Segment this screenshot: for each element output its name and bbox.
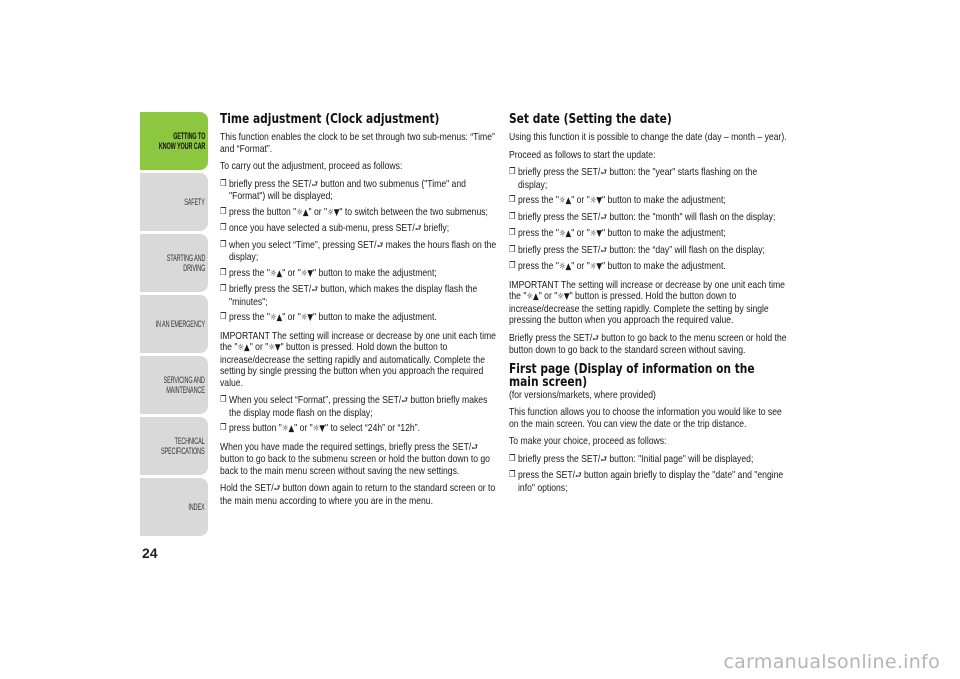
return-arrow-icon: ⮐ (401, 396, 408, 406)
up-arrow-icon: ☼▲ (269, 313, 283, 323)
paragraph: To make your choice, proceed as follows: (509, 435, 667, 447)
paragraph: When you have made the required settings, briefly press the SET/⮐ button to go back to the submenu screen or hold the button down to go back to the main menu screen without saving the new settings. (220, 440, 490, 477)
column-time-adjustment (220, 113, 498, 513)
list-item: ❐ briefly press the SET/⮐ button, which makes the display flash the "minutes"; (220, 284, 499, 308)
return-arrow-icon: ⮐ (600, 212, 607, 223)
return-arrow-icon: ⮐ (414, 224, 422, 234)
down-arrow-icon: ☼▼ (589, 229, 603, 239)
paragraph: To carry out the adjustment, proceed as follows: (220, 160, 403, 172)
list-item: ❐ When you select “Format”, pressing the SET/⮐ button briefly makes the display mode flash on the display; (220, 395, 499, 419)
tab-label: SPECIFICATIONS (161, 446, 205, 456)
up-arrow-icon: ☼▲ (296, 207, 309, 218)
tab-label: STARTING AND (166, 253, 205, 263)
return-arrow-icon: ⮐ (600, 454, 607, 465)
tab-label: SAFETY (184, 197, 205, 207)
steps-list (220, 179, 499, 325)
down-arrow-icon: ☼▼ (557, 292, 570, 302)
up-arrow-icon: ☼▲ (558, 196, 572, 206)
return-arrow-icon: ⮐ (574, 471, 582, 481)
list-item: ❐ briefly press the SET/⮐ button: the "month" will flash on the display; (509, 212, 788, 225)
list-item: ❐ once you have selected a sub-menu, press SET/⮐ briefly; (220, 223, 499, 236)
subtitle: (for versions/markets, where provided) (509, 388, 656, 401)
return-arrow-icon: ⮐ (600, 245, 607, 256)
tab-label: TECHNICAL (175, 436, 205, 446)
list-item: ❐ press the "☼▲" or "☼▼" button to make the adjustment. (509, 261, 788, 274)
return-arrow-icon: ⮐ (311, 285, 318, 295)
return-arrow-icon: ⮐ (471, 442, 478, 453)
tab-in-an-emergency[interactable] (140, 295, 208, 353)
paragraph: Proceed as follows to start the update: (509, 148, 656, 161)
page-number: 24 (142, 545, 158, 561)
tab-label: DRIVING (183, 263, 205, 273)
steps-list (509, 454, 788, 495)
section-title: First page (Display of information on the main screen) (509, 361, 755, 390)
section-title: Set date (Setting the date) (509, 112, 672, 127)
tab-label: SERVICING AND (163, 375, 205, 385)
list-item: ❐ briefly press the SET/⮐ button and two submenus ("Time" and "Format") will be displayed; (220, 179, 499, 203)
down-arrow-icon: ☼▼ (300, 268, 314, 279)
tab-starting-and-driving[interactable] (140, 234, 208, 292)
tab-getting-to-know-your-car[interactable] (140, 112, 208, 170)
tab-label: IN AN EMERGENCY (155, 319, 205, 329)
paragraph: This function allows you to choose the information you would like to see on the main screen. You can view the date or the trip distance. (509, 406, 782, 430)
steps-list (220, 395, 499, 436)
up-arrow-icon: ☼▲ (558, 262, 572, 272)
list-item: ❐ press the "☼▲" or "☼▼" button to make the adjustment; (509, 195, 788, 208)
watermark: carmanualsonline.info (723, 651, 940, 673)
list-item: ❐ press the SET/⮐ button again briefly to display the "date" and "engine info" options; (509, 470, 788, 494)
list-item: ❐ briefly press the SET/⮐ button: the “day” will flash on the display; (509, 245, 788, 258)
up-arrow-icon: ☼▲ (526, 292, 539, 302)
return-arrow-icon: ⮐ (600, 168, 607, 178)
tab-technical-specifications[interactable] (140, 417, 208, 475)
paragraph: Using this function it is possible to change the date (day – month – year). (509, 131, 787, 143)
column-set-date (509, 113, 787, 500)
important-note: IMPORTANT The setting will increase or decrease by one unit each time the "☼▲" or "☼▼" button is pressed. Hold down the button to increase/decrease the setting rapidly and automatically. Complete the setting by single pressing the button when you approach the required value. (220, 329, 496, 389)
tab-safety[interactable] (140, 173, 208, 231)
up-arrow-icon: ☼▲ (237, 343, 250, 353)
list-item: ❐ press the "☼▲" or "☼▼" button to make the adjustment. (220, 312, 499, 325)
return-arrow-icon: ⮐ (592, 333, 599, 344)
return-arrow-icon: ⮐ (311, 179, 318, 190)
tab-label: INDEX (188, 502, 205, 512)
up-arrow-icon: ☼▲ (281, 424, 295, 434)
list-item: ❐ when you select “Time”, pressing SET/⮐ makes the hours flash on the display; (220, 240, 499, 264)
up-arrow-icon: ☼▲ (558, 229, 572, 239)
steps-list (509, 167, 788, 274)
down-arrow-icon: ☼▼ (589, 196, 603, 206)
tab-servicing-and-maintenance[interactable] (140, 356, 208, 414)
tab-label: GETTING TO (172, 131, 205, 141)
important-note: IMPORTANT The setting will increase or decrease by one unit each time the "☼▲" or "☼▼" button is pressed. Hold the button down to increase/decrease the setting rapidly. Complete the setting by single pressing the button when you approach the required value. (509, 278, 785, 326)
list-item: ❐ press the "☼▲" or "☼▼" button to make the adjustment; (509, 228, 788, 241)
list-item: ❐ briefly press the SET/⮐ button: "Initial page" will be displayed; (509, 454, 788, 467)
down-arrow-icon: ☼▼ (327, 207, 340, 218)
paragraph: Briefly press the SET/⮐ button to go back to the menu screen or hold the button down to go back to the standard screen without saving. (509, 331, 787, 356)
down-arrow-icon: ☼▼ (268, 343, 281, 353)
list-item: ❐ briefly press the SET/⮐ button: the "year" starts flashing on the display; (509, 167, 788, 191)
tab-label: KNOW YOUR CAR (158, 141, 205, 151)
paragraph: Hold the SET/⮐ button down again to return to the standard screen or to the main menu according to where you are in the menu. (220, 482, 496, 507)
tab-label: MAINTENANCE (166, 385, 205, 395)
down-arrow-icon: ☼▼ (589, 262, 603, 272)
down-arrow-icon: ☼▼ (312, 424, 326, 434)
list-item: ❐ press the "☼▲" or "☼▼" button to make the adjustment; (220, 268, 499, 281)
up-arrow-icon: ☼▲ (269, 268, 283, 279)
section-title: Time adjustment (Clock adjustment) (220, 112, 440, 127)
list-item: ❐ press button "☼▲" or "☼▼" to select “24h” or “12h”. (220, 423, 499, 436)
tab-index[interactable] (140, 478, 208, 536)
return-arrow-icon: ⮐ (273, 484, 281, 494)
return-arrow-icon: ⮐ (376, 240, 384, 251)
list-item: ❐ press the button "☼▲" or "☼▼" to switch between the two submenus; (220, 207, 499, 220)
chapter-tabs (140, 112, 208, 539)
down-arrow-icon: ☼▼ (300, 313, 314, 323)
paragraph: This function enables the clock to be set through two sub-menus: “Time” and “Format”. (220, 131, 495, 155)
